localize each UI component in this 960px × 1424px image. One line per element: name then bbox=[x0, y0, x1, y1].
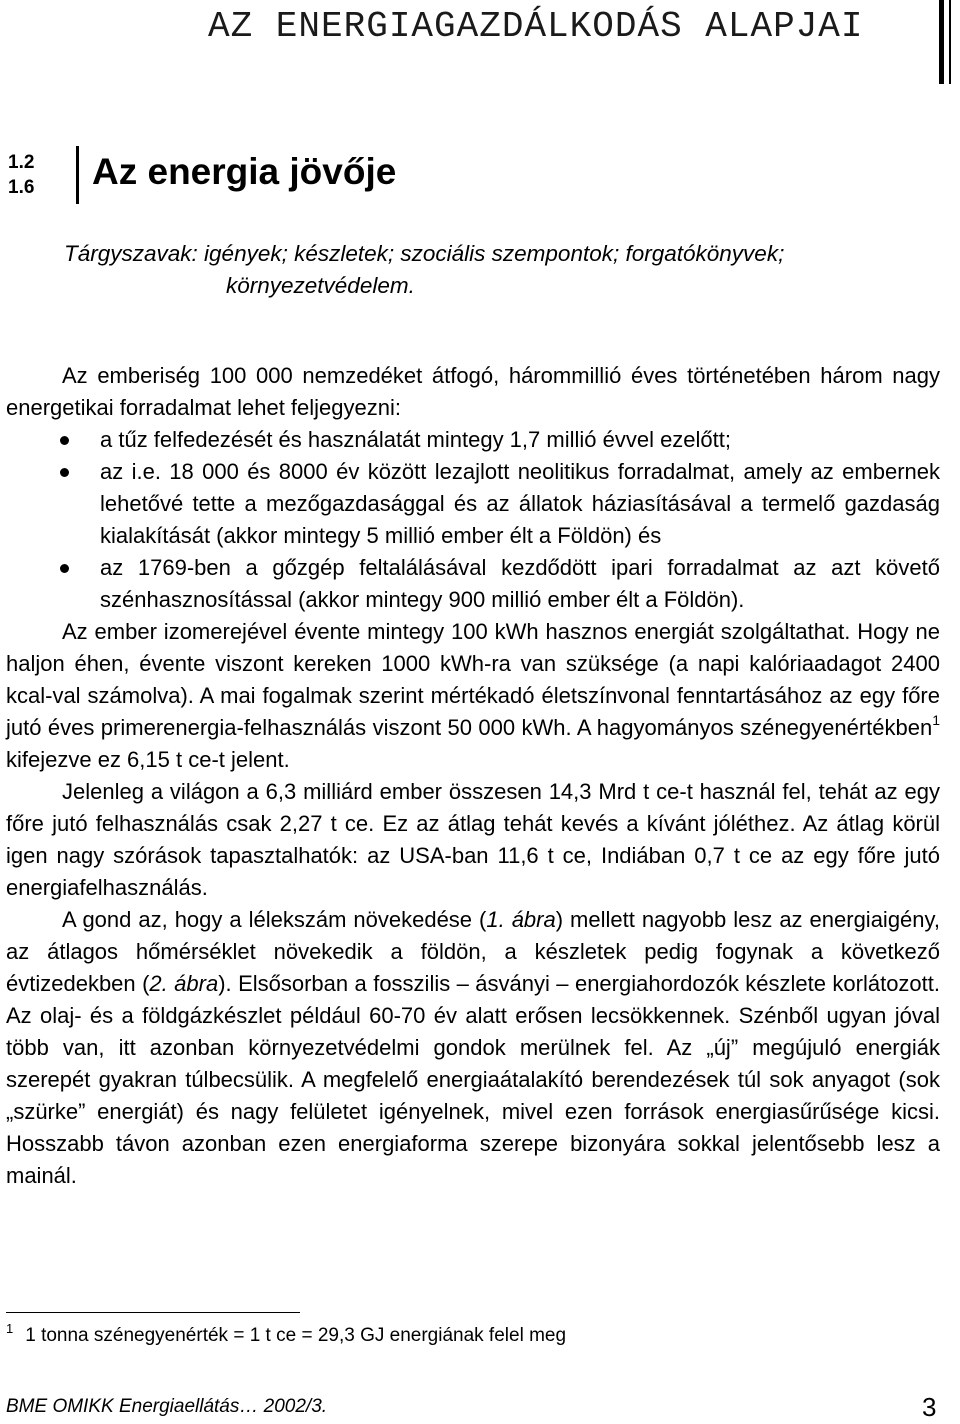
footnote-rule bbox=[6, 1312, 300, 1313]
footnote-mark: 1 bbox=[6, 1321, 14, 1336]
paragraph-text: Az ember izomerejével évente mintegy 100 kWh hasznos energiát szolgáltathat. Hogy ne haljon éhen, évente viszont kereken 1000 kWh-ra van szüksége (a napi kalóriaadagot 2400 kcal-val számolva). A mai fogalmak szerint mértékadó életszínvonal fenntartásához az egy főre jutó éves primerenergia-felhasználás viszont 50 000 kWh. A hagyományos szénegyenértékben bbox=[6, 619, 940, 740]
body-text bbox=[6, 360, 940, 1192]
paragraph-text: A gond az, hogy a lélekszám növekedése ( bbox=[62, 907, 487, 932]
paragraph-text: kifejezve ez 6,15 t ce-t jelent. bbox=[6, 747, 290, 772]
header-title: AZ ENERGIAGAZDÁLKODÁS ALAPJAI bbox=[208, 6, 864, 47]
footer-source: BME OMIKK Energiaellátás… 2002/3. bbox=[6, 1396, 328, 1417]
keywords-line1: Tárgyszavak: igények; készletek; szociális szempontok; forgatókönyvek; bbox=[64, 241, 785, 266]
footnote bbox=[6, 1322, 566, 1350]
header-bar-thick bbox=[939, 0, 944, 84]
paragraph-text: ). Elsősorban a fosszilis – ásványi – energiahordozók készlete korlátozott. Az olaj- és a földgázkészlet például 60-70 év alatt erősen lecsökkennek. Szénből ugyan jóval több van, itt azonban környezetvédelmi gondok merülnek fel. Az „új” megújuló energiák szerepét gyakran túlbecsülik. A megfelelő energiaátalakító berendezések túl sok anyagot (sok „szürke” energiát) és nagy felületet igényelnek, mivel ezen források energiasűrűsége kicsi. Hosszabb távon azonban ezen energiaforma szerepe bizonyára sokkal jelentősebb lesz a mainál. bbox=[6, 971, 941, 1188]
intro-paragraph: Az emberiség 100 000 nemzedéket átfogó, hárommillió éves történetében három nagy energetikai forradalmat lehet feljegyezni: bbox=[6, 363, 940, 420]
keywords-line2: környezetvédelem. bbox=[226, 273, 415, 298]
section-title: Az energia jövője bbox=[92, 151, 397, 192]
footnote-ref[interactable]: 1 bbox=[932, 712, 940, 728]
outlook-paragraph bbox=[6, 904, 940, 1192]
section-number-line2: 1.6 bbox=[8, 177, 35, 198]
page-number: 3 bbox=[922, 1392, 937, 1422]
bullet-icon bbox=[60, 468, 69, 477]
figure-ref-1: 1. ábra bbox=[486, 907, 556, 932]
bullet-icon bbox=[60, 564, 69, 573]
paragraph-text: ) mellett nagyobb lesz az energiaigény, az átlagos hőmérséklet növekedik a földön, a készletek pedig fogynak a következő évtizedekben ( bbox=[6, 907, 941, 996]
list-item bbox=[6, 424, 940, 456]
list-item-text: az 1769-ben a gőzgép feltalálásával kezdődött ipari forradalmat az azt követő szénhasznosítással (akkor mintegy 900 millió ember élt a Földön). bbox=[100, 555, 940, 612]
bullet-icon bbox=[60, 436, 69, 445]
section-divider bbox=[76, 146, 79, 204]
section-number bbox=[8, 150, 34, 200]
list-item bbox=[6, 456, 940, 552]
header-bar-thin bbox=[949, 0, 951, 84]
list-item-text: az i.e. 18 000 és 8000 év között lezajlott neolitikus forradalmat, amely az embernek lehetővé tette a mezőgazdasággal és az állatok háziasításával a termelő gazdaság kialakítását (akkor mintegy 5 millió ember élt a Földön) és bbox=[100, 459, 940, 548]
list-item bbox=[6, 552, 940, 616]
list-item-text: a tűz felfedezését és használatát mintegy 1,7 millió évvel ezelőtt; bbox=[100, 427, 732, 452]
energy-need-paragraph bbox=[6, 616, 940, 776]
figure-ref-2: 2. ábra bbox=[149, 971, 219, 996]
section-number-line1: 1.2 bbox=[8, 152, 35, 173]
keywords bbox=[64, 238, 944, 302]
revolution-list bbox=[6, 424, 940, 616]
footnote-text: 1 tonna szénegyenérték = 1 t ce = 29,3 GJ energiának felel meg bbox=[25, 1325, 567, 1346]
consumption-paragraph: Jelenleg a világon a 6,3 milliárd ember összesen 14,3 Mrd t ce-t használ fel, tehát az egy főre jutó felhasználás csak 2,27 t ce. Ez az átlag tehát kevés a kívánt jóléthez. Az átlag körül igen nagy szórások tapasztalhatók: az USA-ban 11,6 t ce, Indiában 0,7 t ce az egy főre jutó energiafelhasználás. bbox=[6, 779, 940, 900]
